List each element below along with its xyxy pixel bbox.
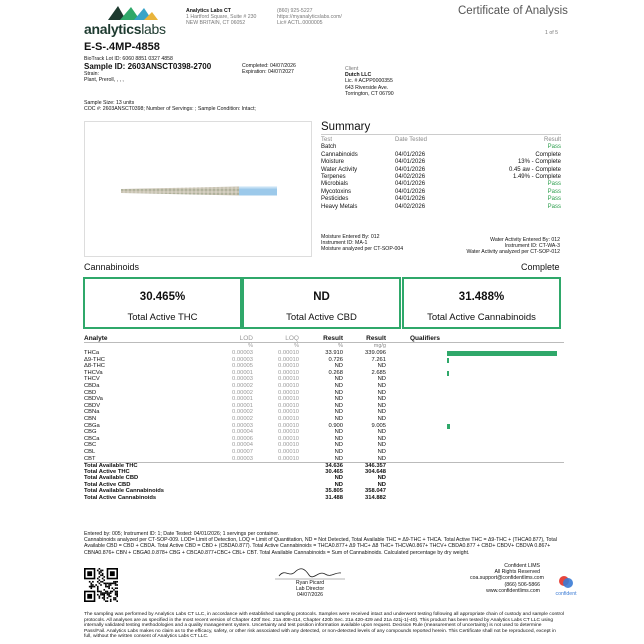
signature-block <box>250 566 370 599</box>
summary-row <box>321 204 561 211</box>
sample-photo <box>84 121 312 257</box>
summary-test: Water Activity <box>321 166 358 173</box>
analyte-result-mg: ND <box>377 448 386 455</box>
analyte-lod: 0.00003 <box>232 455 253 462</box>
analyte-result-mg: ND <box>377 429 386 436</box>
sample-name: E-S-.4MP-4858 <box>84 41 160 53</box>
analyte-loq: 0.00010 <box>278 455 299 462</box>
analyte-result-pct: ND <box>334 442 343 449</box>
table-row <box>84 416 564 423</box>
total-name: Total Available CBD <box>84 475 139 482</box>
analyte-loq: 0.00010 <box>278 350 299 356</box>
lab-name: Analytics Labs CT <box>186 8 231 14</box>
total-result-pct: 34.636 <box>325 463 343 470</box>
kpi-total-active-cannabinoids: 31.488% Total Active Cannabinoids <box>402 277 561 329</box>
summary-date: 04/02/2026 <box>395 203 426 210</box>
analyte-loq: 0.00010 <box>278 396 299 403</box>
table-row <box>84 456 564 463</box>
table-row <box>84 449 564 456</box>
document-title: Certificate of Analysis <box>458 5 568 17</box>
table-total-row <box>84 469 564 476</box>
analyte-lod: 0.00002 <box>232 382 253 389</box>
analyte-lod: 0.00004 <box>232 429 253 436</box>
sample-size: Sample Size: 13 units <box>84 100 135 106</box>
table-row <box>84 403 564 410</box>
summary-row <box>321 181 561 188</box>
total-name: Total Active CBD <box>84 481 131 488</box>
summary-result: Pass <box>547 196 561 203</box>
summary-result: Complete <box>535 151 561 158</box>
summary-date: 04/01/2026 <box>395 196 426 203</box>
analyte-result-pct: ND <box>334 382 343 389</box>
client-license: Lic. # ACPP0000355 <box>345 78 393 85</box>
total-result-mg: ND <box>377 475 386 482</box>
analyte-lod: 0.00004 <box>232 442 253 449</box>
analyte-result-mg: ND <box>377 442 386 449</box>
summary-row <box>321 189 561 196</box>
moisture-info: Moisture Entered By: 012 Instrument ID: MA-1 Moisture analyzed per CT-SOP-004 <box>321 234 404 253</box>
kpi-total-active-cbd: ND Total Active CBD <box>242 277 401 329</box>
table-total-row <box>84 488 564 495</box>
coc-info: COC #: 2603ANSCT0398; Number of Servings: ; Sample Condition: Intact; <box>84 106 256 113</box>
analyte-result-mg: ND <box>377 363 386 370</box>
summary-row <box>321 152 561 159</box>
analyte-result-mg: 339.096 <box>365 350 386 356</box>
analyte-loq: 0.00010 <box>278 356 299 363</box>
analyte-name: THCa <box>84 350 100 356</box>
analyte-lod: 0.00007 <box>232 448 253 455</box>
analyte-lod: 0.00001 <box>232 396 253 403</box>
summary-test: Moisture <box>321 159 345 166</box>
table-row <box>84 409 564 416</box>
total-name: Total Active Cannabinoids <box>84 495 157 502</box>
total-result-mg: 304.648 <box>365 468 386 475</box>
analyte-result-pct: 0.726 <box>328 356 343 363</box>
analyte-result-mg: ND <box>377 382 386 389</box>
biotrack-id: BioTrack Lot ID: 6060 8851 0327 4858 <box>84 56 173 62</box>
analyte-result-pct: 33.910 <box>325 350 343 356</box>
table-row <box>84 442 564 449</box>
analyte-result-pct: ND <box>334 448 343 455</box>
qr-code-icon[interactable] <box>84 568 118 602</box>
summary-test: Pesticides <box>321 196 349 203</box>
analyte-result-mg: 9.005 <box>371 422 386 429</box>
table-row <box>84 370 564 377</box>
total-name: Total Available THC <box>84 463 138 470</box>
analyte-loq: 0.00010 <box>278 448 299 455</box>
analyte-lod: 0.00002 <box>232 409 253 416</box>
analyte-lod: 0.00005 <box>232 363 253 370</box>
analyte-result-mg: 7.261 <box>371 356 386 363</box>
cannabinoids-title: Cannabinoids <box>84 262 140 272</box>
analyte-result-pct: ND <box>334 429 343 436</box>
analyte-result-mg: ND <box>377 435 386 442</box>
table-row <box>84 396 564 403</box>
table-total-row <box>84 495 564 502</box>
analyte-loq: 0.00010 <box>278 409 299 416</box>
confident-logo-icon <box>557 573 575 591</box>
page-number: 1 of 5 <box>545 30 558 36</box>
analyte-lod: 0.00001 <box>232 402 253 409</box>
analyte-lod: 0.00006 <box>232 435 253 442</box>
analyte-name: CBCa <box>84 435 100 442</box>
table-header: Analyte LOD LOQ Result Result Qualifiers <box>84 335 564 343</box>
expiration-date: Expiration: 04/07/2027 <box>242 69 294 76</box>
analyte-result-pct: 0.900 <box>328 422 343 429</box>
total-result-pct: 35.805 <box>325 488 343 495</box>
signer-name: Ryan Picard <box>295 580 325 586</box>
summary-row <box>321 144 561 151</box>
summary-date: 04/01/2026 <box>395 166 426 173</box>
table-total-row <box>84 462 564 469</box>
table-row <box>84 376 564 383</box>
lab-license: Lic# ACTL.0000005 <box>277 20 323 27</box>
summary-date: 04/01/2026 <box>395 188 426 195</box>
analyte-name: CBDa <box>84 382 100 389</box>
client-block: Client Dutch LLC Lic. # ACPP0000355 643 Riverside Ave. Torrington, CT 06790 <box>345 66 465 97</box>
summary-row <box>321 196 561 203</box>
table-row <box>84 429 564 436</box>
analyte-loq: 0.00010 <box>278 422 299 429</box>
summary-result: 1.49% - Complete <box>512 174 561 181</box>
total-name: Total Available Cannabinoids <box>84 488 164 495</box>
analyte-loq: 0.00010 <box>278 382 299 389</box>
analyte-result-pct: ND <box>334 409 343 416</box>
analyte-name: CBD <box>84 389 97 396</box>
cannabinoids-status: Complete <box>521 262 560 272</box>
analyte-name: CBGa <box>84 422 100 429</box>
summary-test: Microbials <box>321 181 349 188</box>
analyte-lod: 0.00002 <box>232 389 253 396</box>
analyte-loq: 0.00010 <box>278 389 299 396</box>
table-row <box>84 390 564 397</box>
logo-mark-icon <box>106 4 160 20</box>
analyte-result-pct: ND <box>334 363 343 370</box>
analyte-lod: 0.00003 <box>232 350 253 356</box>
confident-lims-info: Confident LIMS All Rights Reserved coa.support@confidentlims.com (866) 506-5866 www.confidentlims.com <box>470 563 544 594</box>
sample-id: Sample ID: 2603ANSCT0398-2700 <box>84 62 212 72</box>
confident-logo: confident <box>546 573 586 597</box>
analyte-loq: 0.00010 <box>278 415 299 422</box>
analyte-loq: 0.00010 <box>278 363 299 370</box>
signer-title: Lab Director <box>295 586 325 593</box>
analyte-result-pct: ND <box>334 389 343 396</box>
analytics-labs-logo: analyticslabs <box>84 4 174 36</box>
lab-phone: (860) 925-5227 <box>277 8 313 14</box>
kpi-total-active-thc: 30.465% Total Active THC <box>83 277 242 329</box>
total-result-mg: ND <box>377 481 386 488</box>
completed-date: Completed: 04/07/2026 <box>242 63 296 69</box>
analyte-result-mg: ND <box>377 402 386 409</box>
analyte-name: Δ9-THC <box>84 356 105 363</box>
total-result-mg: 358.047 <box>365 488 386 495</box>
analyte-lod: 0.00002 <box>232 415 253 422</box>
analyte-result-pct: ND <box>334 455 343 462</box>
analyte-name: CBNa <box>84 409 100 416</box>
table-row <box>84 350 564 357</box>
summary-result: Pass <box>547 181 561 188</box>
result-bar <box>447 424 450 429</box>
analyte-name: CBC <box>84 442 97 449</box>
summary-row <box>321 159 561 166</box>
analyte-loq: 0.00010 <box>278 435 299 442</box>
summary-result: Pass <box>547 144 561 151</box>
client-name: Dutch LLC <box>345 72 372 79</box>
summary-row <box>321 174 561 181</box>
table-row <box>84 357 564 364</box>
strain-label: Strain: <box>84 71 99 78</box>
table-units: % % % mg/g <box>248 343 386 349</box>
analyte-lod: 0.00001 <box>232 369 253 376</box>
analyte-result-pct: ND <box>334 435 343 442</box>
analyte-result-pct: ND <box>334 402 343 409</box>
summary-date: 04/02/2026 <box>395 174 426 181</box>
sample-dates <box>242 63 296 75</box>
analyte-name: Δ8-THC <box>84 363 105 370</box>
analyte-name: CBDV <box>84 402 101 409</box>
sample-matrix: Plant, Preroll, , , , <box>84 77 124 84</box>
summary-row <box>321 167 561 174</box>
summary-result: 0.45 aw - Complete <box>508 166 561 173</box>
summary-date: 04/01/2026 <box>395 159 426 166</box>
analyte-result-pct: ND <box>334 376 343 383</box>
total-result-pct: 31.488 <box>325 495 343 502</box>
analyte-name: CBN <box>84 415 97 422</box>
preroll-image <box>121 185 277 197</box>
analyte-name: CBG <box>84 429 97 436</box>
table-row <box>84 383 564 390</box>
analyte-result-mg: ND <box>377 396 386 403</box>
legal-disclaimer: The sampling was performed by Analytics Labs CT LLC, in accordance with established sampling protocols. Samples were received intact and underwent testing following all appropriate chain of custody and sample control protocols. All analyses are as specified in the most recent version of Chapter 420f Sec. 21a 408-414, Chapter 420b Sec. 21a 420-429 and 21a 421j-1(-40). This product has been tested by Analytics Labs CT LLC using internally validated testing methodologies and a quality management system. Uncertainty and test position information available upon request. Decision Rule (measurement of uncertainty) is not used to determine Pass/Fail. Analytics Labs makes no claim as to the efficacy, safety, or other risk associated with any detected, or non-detected levels of any compounds reported herein. This Certificate shall not be reproduced, except in full, without the written consent of Analytics Labs CT LLC. <box>84 612 564 640</box>
analyte-name: THCV <box>84 376 100 383</box>
lab-address: Analytics Labs CT 1 Hartford Square, Suite # 230 NEW BRITAIN, CT 06052 <box>186 8 281 27</box>
total-result-pct: 30.465 <box>325 468 343 475</box>
method-footnote: Entered by: 005; Instrument ID: 1; Date Tested: 04/01/2026; 1 servings per container. Cannabinoids analyzed per CT-SOP-009. LOD= Limit of Detection, LOQ = Limit of Quantitation, ND = Not Detected, Total Available THC = Δ9-THC + THCA. Total Active THC = Δ9-THC + (THCA0.877), Total Available CBD = CBD + CBDA. Total Active CBD = CBD + (CBDA0.877). Total Active Cannabinoids = THCA0.877+ Δ9 THC+ Δ8 THC+ THCVA0.867+ THCV+ CBDA0.877 + CBD+ CBDV+ CBDVA 0.867+ CBNA0.876+ CBN + CBGA0.0.878+ CBG + CBCA0.877+CBC+ CBL+ CBT. Total Available Cannabinoids = Sum of Cannabinoids. Calculated percentage by dry weight. <box>84 531 557 556</box>
analyte-result-mg: ND <box>377 415 386 422</box>
table-total-row <box>84 475 564 482</box>
analyte-loq: 0.00010 <box>278 376 299 383</box>
summary-test: Cannabinoids <box>321 151 358 158</box>
analyte-loq: 0.00010 <box>278 429 299 436</box>
analyte-name: CBDVa <box>84 396 103 403</box>
signature-date: 04/07/2026 <box>297 592 323 599</box>
summary-result: Pass <box>547 203 561 210</box>
analyte-result-pct: ND <box>334 396 343 403</box>
summary-result: 13% - Complete <box>517 159 561 166</box>
analyte-result-mg: ND <box>377 389 386 396</box>
summary-panel <box>321 121 561 211</box>
summary-test: Heavy Metals <box>321 203 358 210</box>
summary-date: 04/01/2026 <box>395 151 426 158</box>
table-row <box>84 436 564 443</box>
summary-test: Terpenes <box>321 174 346 181</box>
result-bar <box>447 351 557 356</box>
analyte-name: THCVa <box>84 369 103 376</box>
summary-test: Mycotoxins <box>321 188 352 195</box>
summary-test: Batch <box>321 144 337 151</box>
analyte-result-pct: 0.268 <box>328 369 343 376</box>
analyte-loq: 0.00010 <box>278 442 299 449</box>
summary-date <box>395 144 491 151</box>
signature-image <box>275 566 345 580</box>
analyte-loq: 0.00010 <box>278 369 299 376</box>
cannabinoid-table <box>84 335 564 502</box>
analyte-result-mg: ND <box>377 409 386 416</box>
table-total-row <box>84 482 564 489</box>
summary-date: 04/01/2026 <box>395 181 426 188</box>
lab-contact <box>277 8 387 27</box>
total-result-mg: 346.357 <box>365 463 386 470</box>
analyte-lod: 0.00003 <box>232 356 253 363</box>
lab-website[interactable]: https://myanalyticslabs.com/ <box>277 14 342 21</box>
total-result-pct: ND <box>334 475 343 482</box>
analyte-result-pct: ND <box>334 415 343 422</box>
result-bar <box>447 371 449 376</box>
analyte-lod: 0.00003 <box>232 422 253 429</box>
analyte-loq: 0.00010 <box>278 402 299 409</box>
analyte-name: CBT <box>84 455 96 462</box>
summary-header: Test Date Tested Result <box>321 137 561 143</box>
water-activity-info: Water Activity Entered By: 012 Instrument ID: CT-WA-3 Water Activity analyzed per CT-SOP-012 <box>466 237 560 256</box>
table-row <box>84 363 564 370</box>
result-bar <box>447 358 449 363</box>
total-result-pct: ND <box>334 481 343 488</box>
client-label: Client <box>345 66 359 72</box>
summary-result: Pass <box>547 188 561 195</box>
analyte-name: CBL <box>84 448 96 455</box>
analyte-result-mg: 2.685 <box>371 369 386 376</box>
total-name: Total Active THC <box>84 468 130 475</box>
analyte-result-mg: ND <box>377 376 386 383</box>
summary-title: Summary <box>321 121 561 135</box>
sample-size-info <box>84 100 256 112</box>
analyte-lod: 0.00003 <box>232 376 253 383</box>
total-result-mg: 314.882 <box>365 495 386 502</box>
analyte-result-mg: ND <box>377 455 386 462</box>
table-row <box>84 423 564 430</box>
